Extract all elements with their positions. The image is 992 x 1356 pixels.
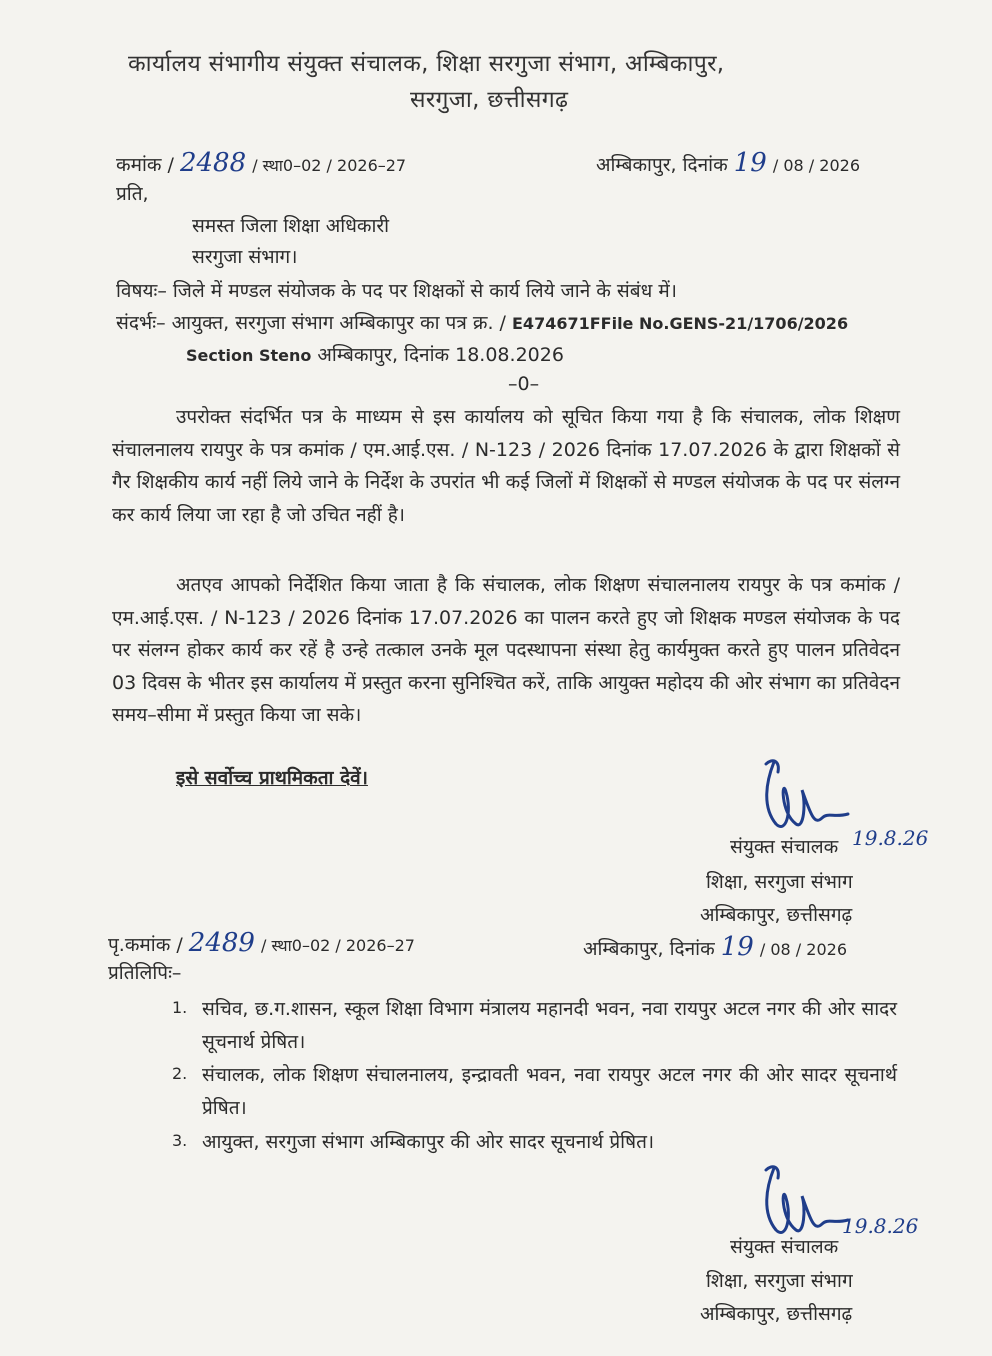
priority-note: इसे सर्वोच्च प्राथमिकता देवें। <box>176 767 368 789</box>
body-paragraph-1: उपरोक्त संदर्भित पत्र के माध्यम से इस कार्यालय को सूचित किया गया है कि संचालक, लोक शिक्षण संचालनालय रायपुर के पत्र कमांक / एम.आई.एस. / N-123 / 2026 दिनांक 17.07.2026 के द्वारा शिक्षकों से गैर शिक्षकीय कार्य नहीं लिये जाने के निर्देश के उपरांत भी कई जिलों में शिक्षकों से मण्डल संयोजक के पद पर संलग्न कर कार्य लिया जा रहा है जो उचित नहीं है। <box>112 406 900 526</box>
signature-2-date: 19.8.26 <box>842 1214 919 1238</box>
separator: –0– <box>508 373 540 395</box>
reference-line2 <box>186 341 564 367</box>
copy-letter-number-row <box>108 928 415 958</box>
letter-number-row <box>116 148 406 178</box>
copy-item-2-text: संचालक, लोक शिक्षण संचालनालय, इन्द्रावती भवन, नवा रायपुर अटल नगर की ओर सादर सूचनार्थ प्रेषित। <box>202 1064 897 1119</box>
signature-1-dept: शिक्षा, सरगुजा संभाग <box>706 871 853 893</box>
letter-date-row <box>596 148 860 178</box>
signature-1-date: 19.8.26 <box>852 826 929 850</box>
subject-line: विषयः– जिले में मण्डल संयोजक के पद पर शिक्षकों से कार्य लिये जाने के संबंध में। <box>116 280 677 302</box>
copy-date-day-handwritten: 19 <box>720 932 754 962</box>
copy-date-month-year: / 08 / 2026 <box>759 940 847 959</box>
kramank-label: कमांक / <box>116 154 174 176</box>
office-header-line2: सरगुजा, छत्तीसगढ़ <box>410 87 569 113</box>
copy-date-row <box>583 932 847 962</box>
signature-2-place: अम्बिकापुर, छत्तीसगढ़ <box>700 1303 853 1325</box>
copy-item-2-number: 2. <box>172 1064 188 1083</box>
copy-kramank-label: पृ.कमांक / <box>108 934 183 956</box>
pratilipi-label: प्रतिलिपिः– <box>108 962 182 984</box>
letter-number-handwritten: 2488 <box>179 148 247 178</box>
section-steno: Section Steno <box>186 346 312 365</box>
reference-file-code: E474671FFile No.GENS-21/1706/2026 <box>512 314 849 333</box>
copy-item-1-text: सचिव, छ.ग.शासन, स्कूल शिक्षा विभाग मंत्रालय महानदी भवन, नवा रायपुर अटल नगर की ओर सादर सूचनार्थ प्रेषित। <box>202 998 897 1053</box>
date-day-handwritten: 19 <box>733 148 767 178</box>
addressee-line2: सरगुजा संभाग। <box>192 246 298 268</box>
body-paragraph-2: अतएव आपको निर्देशित किया जाता है कि संचालक, लोक शिक्षण संचालनालय रायपुर के पत्र कमांक / एम.आई.एस. / N-123 / 2026 दिनांक 17.07.2026 का पालन करते हुए जो शिक्षक मण्डल संयोजक के पद पर संलग्न होकर कार्य कर रहें है उन्हे तत्काल उनके मूल पदस्थापना संस्था हेतु कार्यमुक्त करते हुए पालन प्रतिवेदन 03 दिवस के भीतर इस कार्यालय में प्रस्तुत करना सुनिश्चित करें, ताकि आयुक्त महोदय की ओर संभाग का प्रतिवेदन समय–सीमा में प्रस्तुत किया जा सके। <box>112 574 900 726</box>
copy-item-3-text: आयुक्त, सरगुजा संभाग अम्बिकापुर की ओर सादर सूचनार्थ प्रेषित। <box>202 1131 655 1153</box>
date-month-year: / 08 / 2026 <box>772 156 860 175</box>
copy-letter-number-handwritten: 2489 <box>188 928 255 958</box>
addressee-line1: समस्त जिला शिक्षा अधिकारी <box>192 215 390 237</box>
copy-item-1-number: 1. <box>172 998 188 1017</box>
signature-2-designation: संयुक्त संचालक <box>730 1236 839 1258</box>
file-code: / स्था0–02 / 2026–27 <box>252 156 407 175</box>
reference-line1 <box>116 309 848 335</box>
copy-place-date-label: अम्बिकापुर, दिनांक <box>583 938 715 960</box>
copy-file-code: / स्था0–02 / 2026–27 <box>261 936 415 955</box>
prati-label: प्रति, <box>116 183 149 205</box>
reference-hindi: संदर्भः– आयुक्त, सरगुजा संभाग अम्बिकापुर का पत्र क्र. / <box>116 312 506 334</box>
signature-1-place: अम्बिकापुर, छत्तीसगढ़ <box>700 904 853 926</box>
reference-date: अम्बिकापुर, दिनांक 18.08.2026 <box>317 344 564 366</box>
place-date-label: अम्बिकापुर, दिनांक <box>596 154 728 176</box>
office-header-line1: कार्यालय संभागीय संयुक्त संचालक, शिक्षा सरगुजा संभाग, अम्बिकापुर, <box>128 51 725 77</box>
signature-1-designation: संयुक्त संचालक <box>730 836 839 858</box>
signature-2-dept: शिक्षा, सरगुजा संभाग <box>706 1270 853 1292</box>
copy-item-3-number: 3. <box>172 1131 188 1150</box>
